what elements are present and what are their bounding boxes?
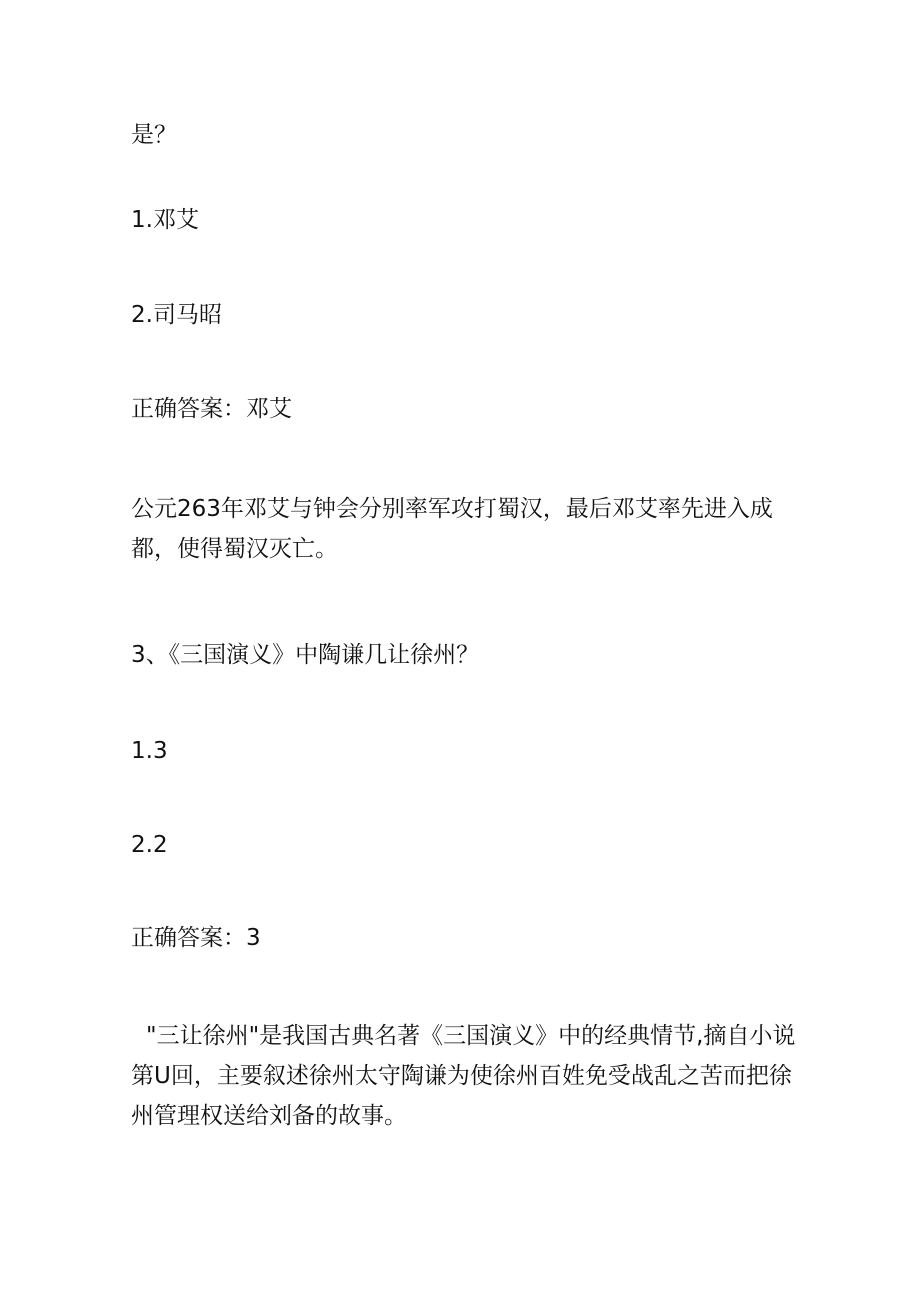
question-2-explanation-line-2: 都，使得蜀汉灭亡。: [131, 536, 338, 562]
question-2-explanation: [131, 489, 801, 569]
question-2-tail: 是？: [131, 122, 177, 148]
question-3-option-1: 1.3: [131, 738, 168, 764]
question-3-explanation-line-2: 第U回，主要叙述徐州太守陶谦为使徐州百姓免受战乱之苦而把徐: [131, 1063, 792, 1089]
question-2-explanation-line-1: 公元263年邓艾与钟会分别率军攻打蜀汉，最后邓艾率先进入成: [131, 496, 773, 522]
question-3-option-2: 2.2: [131, 832, 168, 858]
question-3-explanation-line-1: "三让徐州"是我国古典名著《三国演义》中的经典情节,摘自小说: [146, 1023, 796, 1049]
question-2-option-1: 1.邓艾: [131, 207, 199, 233]
question-3-title: 3、《三国演义》中陶谦几让徐州？: [131, 642, 480, 668]
question-3-explanation-line-3: 州管理权送给刘备的故事。: [131, 1103, 407, 1129]
question-2-answer: 正确答案：邓艾: [131, 396, 292, 422]
question-2-option-2: 2.司马昭: [131, 302, 222, 328]
question-3-answer: 正确答案：3: [131, 925, 261, 951]
question-3-explanation: [131, 1016, 816, 1136]
